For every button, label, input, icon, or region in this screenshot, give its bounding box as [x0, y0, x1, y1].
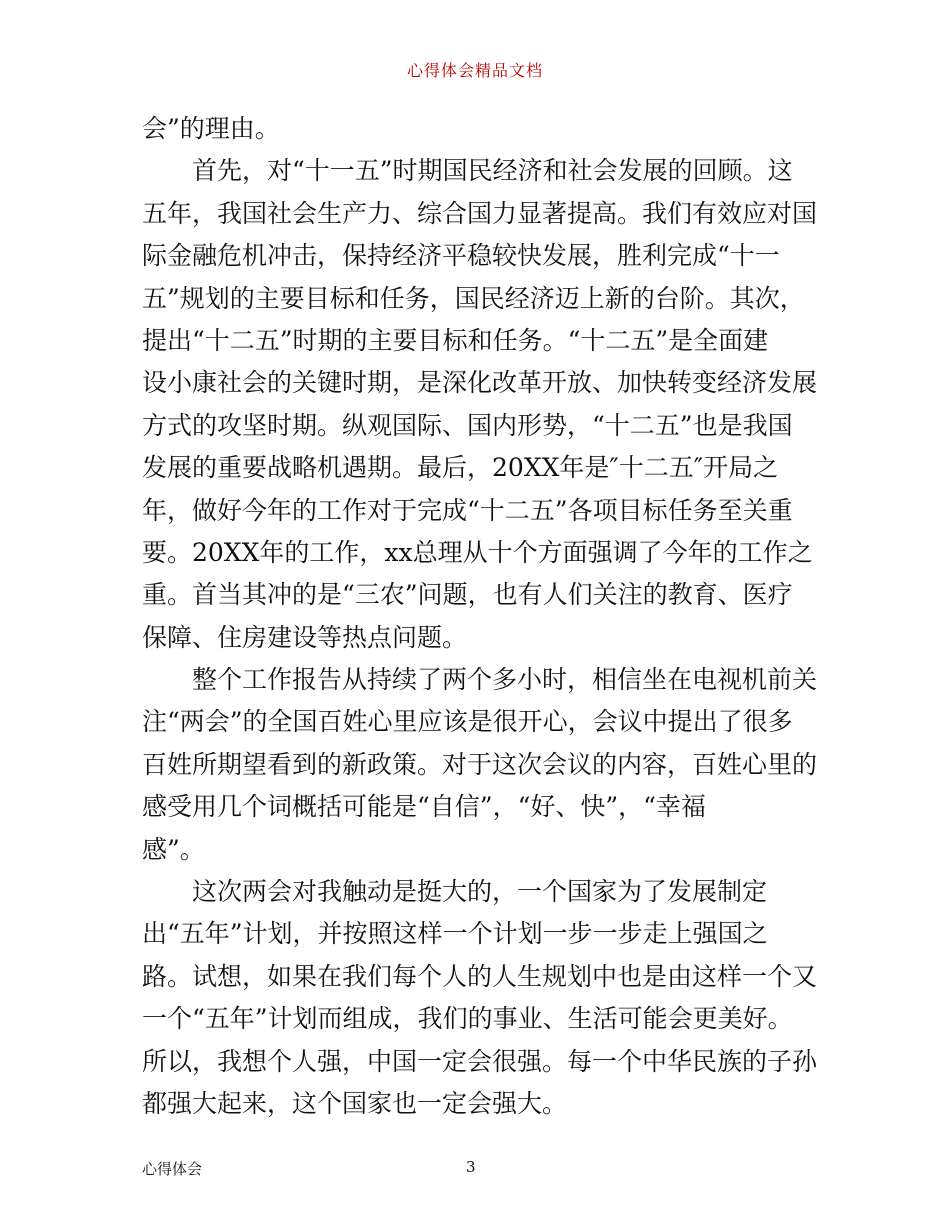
text-line: 会”的理由。 [142, 114, 280, 143]
text-line: 所以，我想个人强，中国一定会很强。每一个中华民族的子孙 [142, 1046, 818, 1076]
text-line: 重。首当其冲的是“三农”问题，也有人们关注的教育、医疗 [142, 580, 793, 610]
page-header-title: 心得体会精品文档 [406, 61, 543, 80]
text-line: 都强大起来，这个国家也一定会强大。 [142, 1088, 568, 1118]
text-line: 五年，我国社会生产力、综合国力显著提高。我们有效应对国 [142, 198, 818, 228]
text-line: 注“两会”的全国百姓心里应该是很开心，会议中提出了很多 [142, 707, 793, 737]
text-line: 这次两会对我触动是挺大的，一个国家为了发展制定 [142, 877, 768, 907]
text-line: 年，做好今年的工作对于完成“十二五”各项目标任务至关重 [142, 495, 793, 525]
text-line: 设小康社会的关键时期，是深化改革开放、加快转变经济发展 [142, 368, 818, 398]
text-line: 五”规划的主要目标和任务，国民经济迈上新的台阶。其次， [142, 283, 805, 313]
text-line: 际金融危机冲击，保持经济平稳较快发展，胜利完成“十一 [142, 241, 780, 271]
text-line: 感”。 [142, 834, 205, 864]
text-line: 要。20XX年的工作，xx总理从十个方面强调了今年的工作之 [142, 537, 813, 567]
text-line: 保障、住房建设等热点问题。 [142, 622, 468, 652]
document-body [142, 108, 818, 1125]
text-line: 出“五年”计划，并按照这样一个计划一步一步走上强国之 [142, 919, 768, 949]
text-line: 提出“十二五”时期的主要目标和任务。“十二五”是全面建 [142, 325, 769, 355]
footer-label: 心得体会 [142, 1160, 203, 1178]
text-line: 整个工作报告从持续了两个多小时，相信坐在电视机前关 [142, 665, 818, 695]
text-line: 方式的攻坚时期。纵观国际、国内形势，“十二五”也是我国 [142, 410, 793, 440]
text-line: 发展的重要战略机遇期。最后，20XX年是″十二五″开局之 [142, 453, 779, 483]
text-line: 一个“五年”计划而组成，我们的事业、生活可能会更美好。 [142, 1004, 793, 1034]
text-line: 感受用几个词概括可能是“自信”，“好、快”，“幸福 [142, 792, 706, 822]
text-line: 路。试想，如果在我们每个人的人生规划中也是由这样一个又 [142, 961, 818, 991]
text-line: 首先，对“十一五”时期国民经济和社会发展的回顾。这 [142, 156, 793, 186]
page-number: 3 [466, 1158, 476, 1176]
text-line: 百姓所期望看到的新政策。对于这次会议的内容，百姓心里的 [142, 749, 818, 779]
